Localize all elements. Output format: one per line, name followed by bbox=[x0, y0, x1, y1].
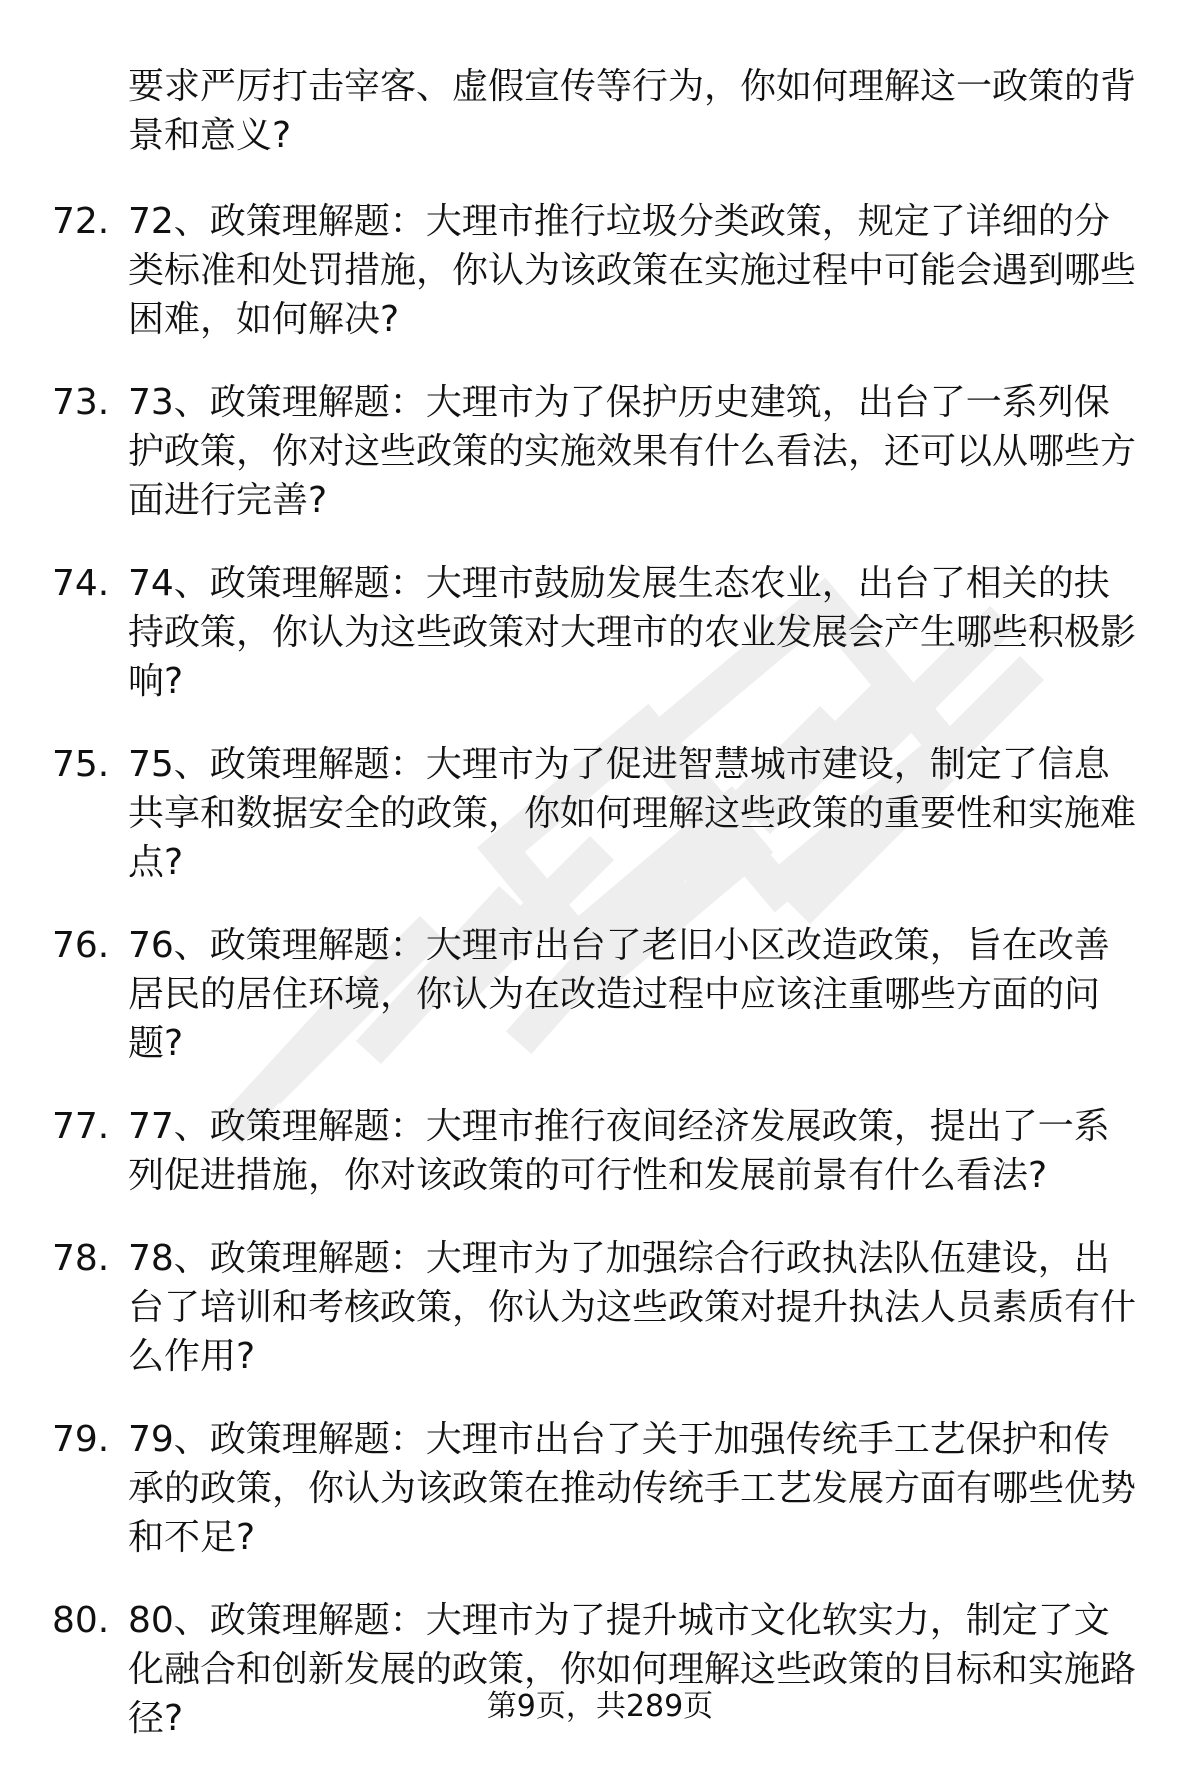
question-text: 76、政策理解题：大理市出台了老旧小区改造政策，旨在改善居民的居住环境，你认为在改造过程中应该注重哪些方面的问题? bbox=[128, 925, 1110, 1064]
question-text: 75、政策理解题：大理市为了促进智慧城市建设，制定了信息共享和数据安全的政策，你如何理解这些政策的重要性和实施难点? bbox=[128, 744, 1137, 883]
question-text: 79、政策理解题：大理市出台了关于加强传统手工艺保护和传承的政策，你认为该政策在推动传统手工艺发展方面有哪些优势和不足? bbox=[128, 1419, 1137, 1558]
question-item bbox=[0, 1415, 1200, 1562]
question-text: 78、政策理解题：大理市为了加强综合行政执法队伍建设，出台了培训和考核政策，你认为这些政策对提升执法人员素质有什么作用? bbox=[128, 1238, 1137, 1377]
question-number: 76. bbox=[52, 925, 110, 966]
question-number: 79. bbox=[52, 1419, 110, 1460]
question-number: 75. bbox=[52, 744, 110, 785]
question-item bbox=[0, 378, 1200, 525]
question-number: 80. bbox=[52, 1600, 110, 1641]
intro-paragraph: 要求严厉打击宰客、虚假宣传等行为，你如何理解这一政策的背景和意义? bbox=[128, 66, 1137, 156]
question-number: 72. bbox=[52, 201, 110, 242]
question-number: 77. bbox=[52, 1106, 110, 1147]
question-item bbox=[0, 740, 1200, 887]
question-text: 74、政策理解题：大理市鼓励发展生态农业，出台了相关的扶持政策，你认为这些政策对大理市的农业发展会产生哪些积极影响? bbox=[128, 563, 1137, 702]
question-item bbox=[0, 921, 1200, 1068]
question-item bbox=[0, 1234, 1200, 1381]
question-text: 73、政策理解题：大理市为了保护历史建筑，出台了一系列保护政策，你对这些政策的实施效果有什么看法，还可以从哪些方面进行完善? bbox=[128, 382, 1137, 521]
question-item bbox=[0, 197, 1200, 344]
question-list bbox=[0, 197, 1200, 1777]
question-text: 77、政策理解题：大理市推行夜间经济发展政策，提出了一系列促进措施，你对该政策的可行性和发展前景有什么看法? bbox=[128, 1106, 1110, 1196]
question-number: 73. bbox=[52, 382, 110, 423]
question-number: 78. bbox=[52, 1238, 110, 1279]
page-footer: 第9页，共289页 bbox=[486, 1689, 714, 1724]
question-item bbox=[0, 1102, 1200, 1200]
question-text: 80、政策理解题：大理市为了提升城市文化软实力，制定了文化融合和创新发展的政策，你如何理解这些政策的目标和实施路径? bbox=[128, 1600, 1137, 1739]
question-text: 72、政策理解题：大理市推行垃圾分类政策，规定了详细的分类标准和处罚措施，你认为该政策在实施过程中可能会遇到哪些困难，如何解决? bbox=[128, 201, 1137, 340]
question-number: 74. bbox=[52, 563, 110, 604]
question-item bbox=[0, 559, 1200, 706]
